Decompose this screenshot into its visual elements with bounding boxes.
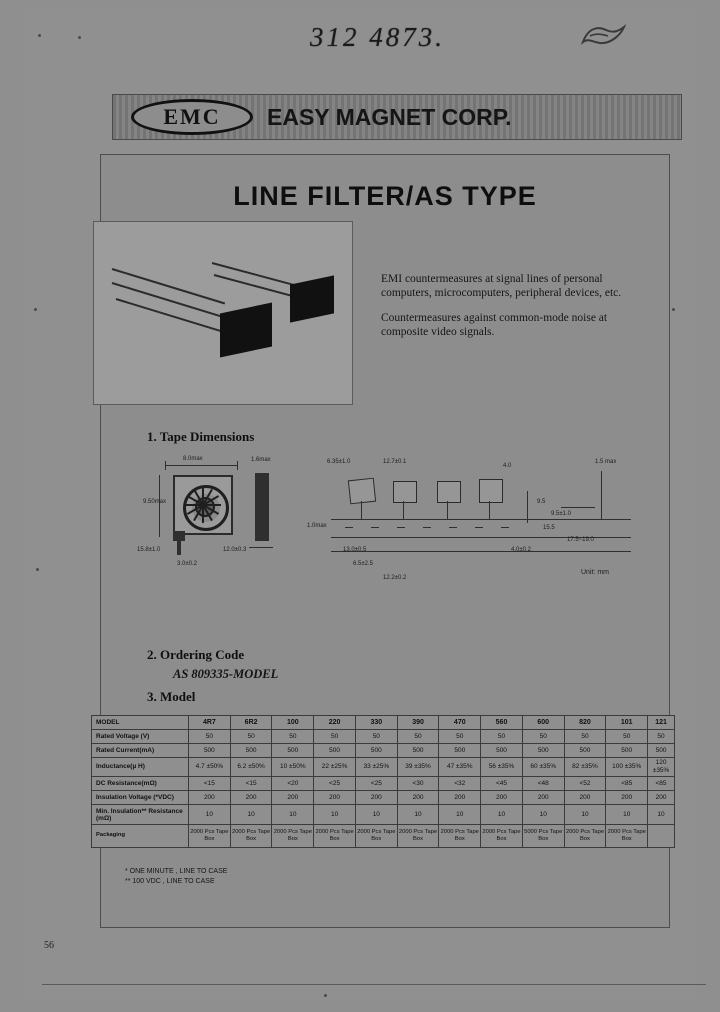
- cell: 10: [189, 805, 231, 825]
- page-number: 56: [44, 940, 54, 951]
- scribble-logo-icon: [580, 24, 626, 48]
- cell: <32: [439, 777, 481, 791]
- cell: 50: [272, 730, 314, 744]
- dim-label: 1.6max: [251, 457, 271, 463]
- dim-label: 9.5±1.0: [551, 511, 571, 517]
- row-label: Rated Current(mA): [92, 744, 189, 758]
- cell: 50: [439, 730, 481, 744]
- section-heading-tape-dimensions: 1. Tape Dimensions: [147, 429, 255, 444]
- dim-label: 12.2±0.2: [383, 575, 407, 581]
- cell: 56 ±35%: [481, 758, 523, 777]
- cell: 500: [230, 744, 272, 758]
- footnote-2: ** 100 VDC , LINE TO CASE: [125, 878, 215, 885]
- dim-label: 8.0max: [183, 456, 203, 462]
- company-header-bar: [112, 94, 682, 140]
- dim-label: 6.5±2.5: [353, 561, 373, 567]
- table-row: [92, 777, 675, 791]
- lead-wire: [116, 298, 233, 336]
- section-heading-model: 3. Model: [147, 689, 196, 704]
- product-description: [381, 273, 629, 351]
- table-header-row: [92, 716, 675, 730]
- cell: 200: [355, 791, 397, 805]
- dim-label: 6.35±1.0: [327, 459, 351, 465]
- table-row: [92, 758, 675, 777]
- model-table: [91, 715, 675, 848]
- table-row: [92, 805, 675, 825]
- cell: 200: [314, 791, 356, 805]
- paper-sheet: [24, 8, 696, 1000]
- dim-label: 13.0±0.5: [343, 547, 367, 553]
- cell: 500: [397, 744, 439, 758]
- cell: 2000 Pcs Tape Box: [314, 825, 356, 848]
- dim-label: 17.5~19.0: [567, 537, 594, 543]
- cell: 200: [522, 791, 564, 805]
- cell: 500: [439, 744, 481, 758]
- col-header: 6R2: [230, 716, 272, 730]
- cell: 82 ±35%: [564, 758, 606, 777]
- tape-component: [348, 478, 376, 505]
- filter-body-front: [220, 302, 272, 357]
- dim-label: 1.0max: [307, 523, 327, 529]
- cell: 10: [230, 805, 272, 825]
- tape-component: [393, 481, 417, 503]
- col-header: 820: [564, 716, 606, 730]
- tape-component: [437, 481, 461, 503]
- cell: 22 ±25%: [314, 758, 356, 777]
- cell: <15: [230, 777, 272, 791]
- row-label: DC Resistance(mΩ): [92, 777, 189, 791]
- cell: 2000 Pcs Tape Box: [355, 825, 397, 848]
- cell: 2000 Pcs Tape Box: [272, 825, 314, 848]
- tape-component: [479, 479, 503, 503]
- cell: 6.2 ±50%: [230, 758, 272, 777]
- handwritten-note: 312 4873.: [310, 22, 445, 52]
- page-title: LINE FILTER/AS TYPE: [233, 181, 537, 211]
- cell: 10: [481, 805, 523, 825]
- cell: 2000 Pcs Tape Box: [397, 825, 439, 848]
- row-label: Insulation Voltage (*VDC): [92, 791, 189, 805]
- table-footnotes: [125, 867, 227, 887]
- cell: 50: [481, 730, 523, 744]
- cell: <85: [606, 777, 648, 791]
- description-line-2: Countermeasures against common-mode noise at composite video signals.: [381, 312, 608, 338]
- cell: 50: [189, 730, 231, 744]
- cell: 10 ±50%: [272, 758, 314, 777]
- cell: 500: [189, 744, 231, 758]
- content-frame: [96, 154, 670, 928]
- cell: <15: [189, 777, 231, 791]
- table-row: [92, 744, 675, 758]
- cell: 200: [272, 791, 314, 805]
- cell: [648, 825, 675, 848]
- cell: 10: [439, 805, 481, 825]
- cell: 200: [648, 791, 675, 805]
- cell: <30: [397, 777, 439, 791]
- company-name: EASY MAGNET CORP.: [267, 103, 512, 130]
- cell: 50: [230, 730, 272, 744]
- footnote-1: * ONE MINUTE , LINE TO CASE: [125, 868, 228, 875]
- cell: 500: [648, 744, 675, 758]
- dim-label: 12.7±0.1: [383, 459, 407, 465]
- cell: 60 ±35%: [522, 758, 564, 777]
- unit-label: Unit: mm: [581, 569, 609, 576]
- cell: 5000 Pcs Tape Box: [522, 825, 564, 848]
- product-photo: [93, 221, 353, 405]
- col-header: 100: [272, 716, 314, 730]
- row-label: Rated Voltage (V): [92, 730, 189, 744]
- cell: 120 ±35%: [648, 758, 675, 777]
- filter-body-back: [290, 275, 334, 322]
- dim-label: 9.50max: [143, 499, 167, 505]
- emc-logo: [131, 99, 253, 135]
- description-line-1: EMI countermeasures at signal lines of personal computers, microcomputers, peripheral devices, etc.: [381, 273, 622, 299]
- dim-label: 15.8±1.0: [137, 547, 161, 553]
- col-header: 121: [648, 716, 675, 730]
- cell: 50: [606, 730, 648, 744]
- cell: 33 ±25%: [355, 758, 397, 777]
- col-header: 330: [355, 716, 397, 730]
- cell: 10: [397, 805, 439, 825]
- table-row: [92, 791, 675, 805]
- cell: 2000 Pcs Tape Box: [439, 825, 481, 848]
- dim-label: 1.5 max: [595, 459, 617, 465]
- cell: <20: [272, 777, 314, 791]
- cell: 500: [606, 744, 648, 758]
- cell: 500: [564, 744, 606, 758]
- col-header: 220: [314, 716, 356, 730]
- lead-wire: [212, 262, 301, 288]
- cell: 10: [355, 805, 397, 825]
- cell: 10: [606, 805, 648, 825]
- dim-label: 4.0: [503, 463, 512, 469]
- cell: 50: [397, 730, 439, 744]
- cell: 100 ±35%: [606, 758, 648, 777]
- cell: 10: [564, 805, 606, 825]
- cell: 200: [481, 791, 523, 805]
- col-header: 600: [522, 716, 564, 730]
- cell: 500: [355, 744, 397, 758]
- cell: 47 ±35%: [439, 758, 481, 777]
- cell: <48: [522, 777, 564, 791]
- cell: <45: [481, 777, 523, 791]
- ordering-code-value: AS 809335-MODEL: [173, 667, 279, 681]
- footer-rule: [42, 984, 706, 985]
- cell: 50: [355, 730, 397, 744]
- cell: 200: [606, 791, 648, 805]
- cell: 10: [648, 805, 675, 825]
- dim-label: 12.0±0.3: [223, 547, 247, 553]
- cell: <25: [355, 777, 397, 791]
- cell: <25: [314, 777, 356, 791]
- cell: 2000 Pcs Tape Box: [189, 825, 231, 848]
- cell: 2000 Pcs Tape Box: [481, 825, 523, 848]
- cell: 39 ±35%: [397, 758, 439, 777]
- row-label: Packaging: [92, 825, 189, 848]
- table-row: [92, 730, 675, 744]
- emc-logo-text: EMC: [131, 99, 253, 135]
- cell: 200: [397, 791, 439, 805]
- model-table-wrap: [91, 715, 675, 848]
- row-label: Min. Insulation** Resistance (mΩ): [92, 805, 189, 825]
- cell: 10: [314, 805, 356, 825]
- cell: 200: [439, 791, 481, 805]
- cell: 200: [189, 791, 231, 805]
- cell: 500: [522, 744, 564, 758]
- cell: 4.7 ±50%: [189, 758, 231, 777]
- cell: 200: [230, 791, 272, 805]
- dim-label: 15.5: [543, 525, 555, 531]
- col-header: 390: [397, 716, 439, 730]
- cell: <85: [648, 777, 675, 791]
- table-row: [92, 825, 675, 848]
- col-header: 560: [481, 716, 523, 730]
- coil-drawing: [173, 475, 233, 535]
- cell: 500: [314, 744, 356, 758]
- cell: 500: [481, 744, 523, 758]
- dim-label: 9.5: [537, 499, 546, 505]
- dim-label: 3.0±0.2: [177, 561, 197, 567]
- col-header: 101: [606, 716, 648, 730]
- cell: 200: [564, 791, 606, 805]
- cell: 2000 Pcs Tape Box: [564, 825, 606, 848]
- col-header-model: MODEL: [92, 716, 189, 730]
- col-header: 4R7: [189, 716, 231, 730]
- cell: 50: [522, 730, 564, 744]
- cell: 2000 Pcs Tape Box: [606, 825, 648, 848]
- cell: <52: [564, 777, 606, 791]
- dim-label: 4.0±0.2: [511, 547, 531, 553]
- cell: 500: [272, 744, 314, 758]
- section-heading-ordering-code: 2. Ordering Code: [147, 647, 245, 662]
- cell: 50: [314, 730, 356, 744]
- row-label: Inductance(µ H): [92, 758, 189, 777]
- cell: 50: [648, 730, 675, 744]
- cell: 50: [564, 730, 606, 744]
- cell: 10: [522, 805, 564, 825]
- cell: 2000 Pcs Tape Box: [230, 825, 272, 848]
- tape-dimension-drawings: [131, 451, 651, 631]
- col-header: 470: [439, 716, 481, 730]
- cell: 10: [272, 805, 314, 825]
